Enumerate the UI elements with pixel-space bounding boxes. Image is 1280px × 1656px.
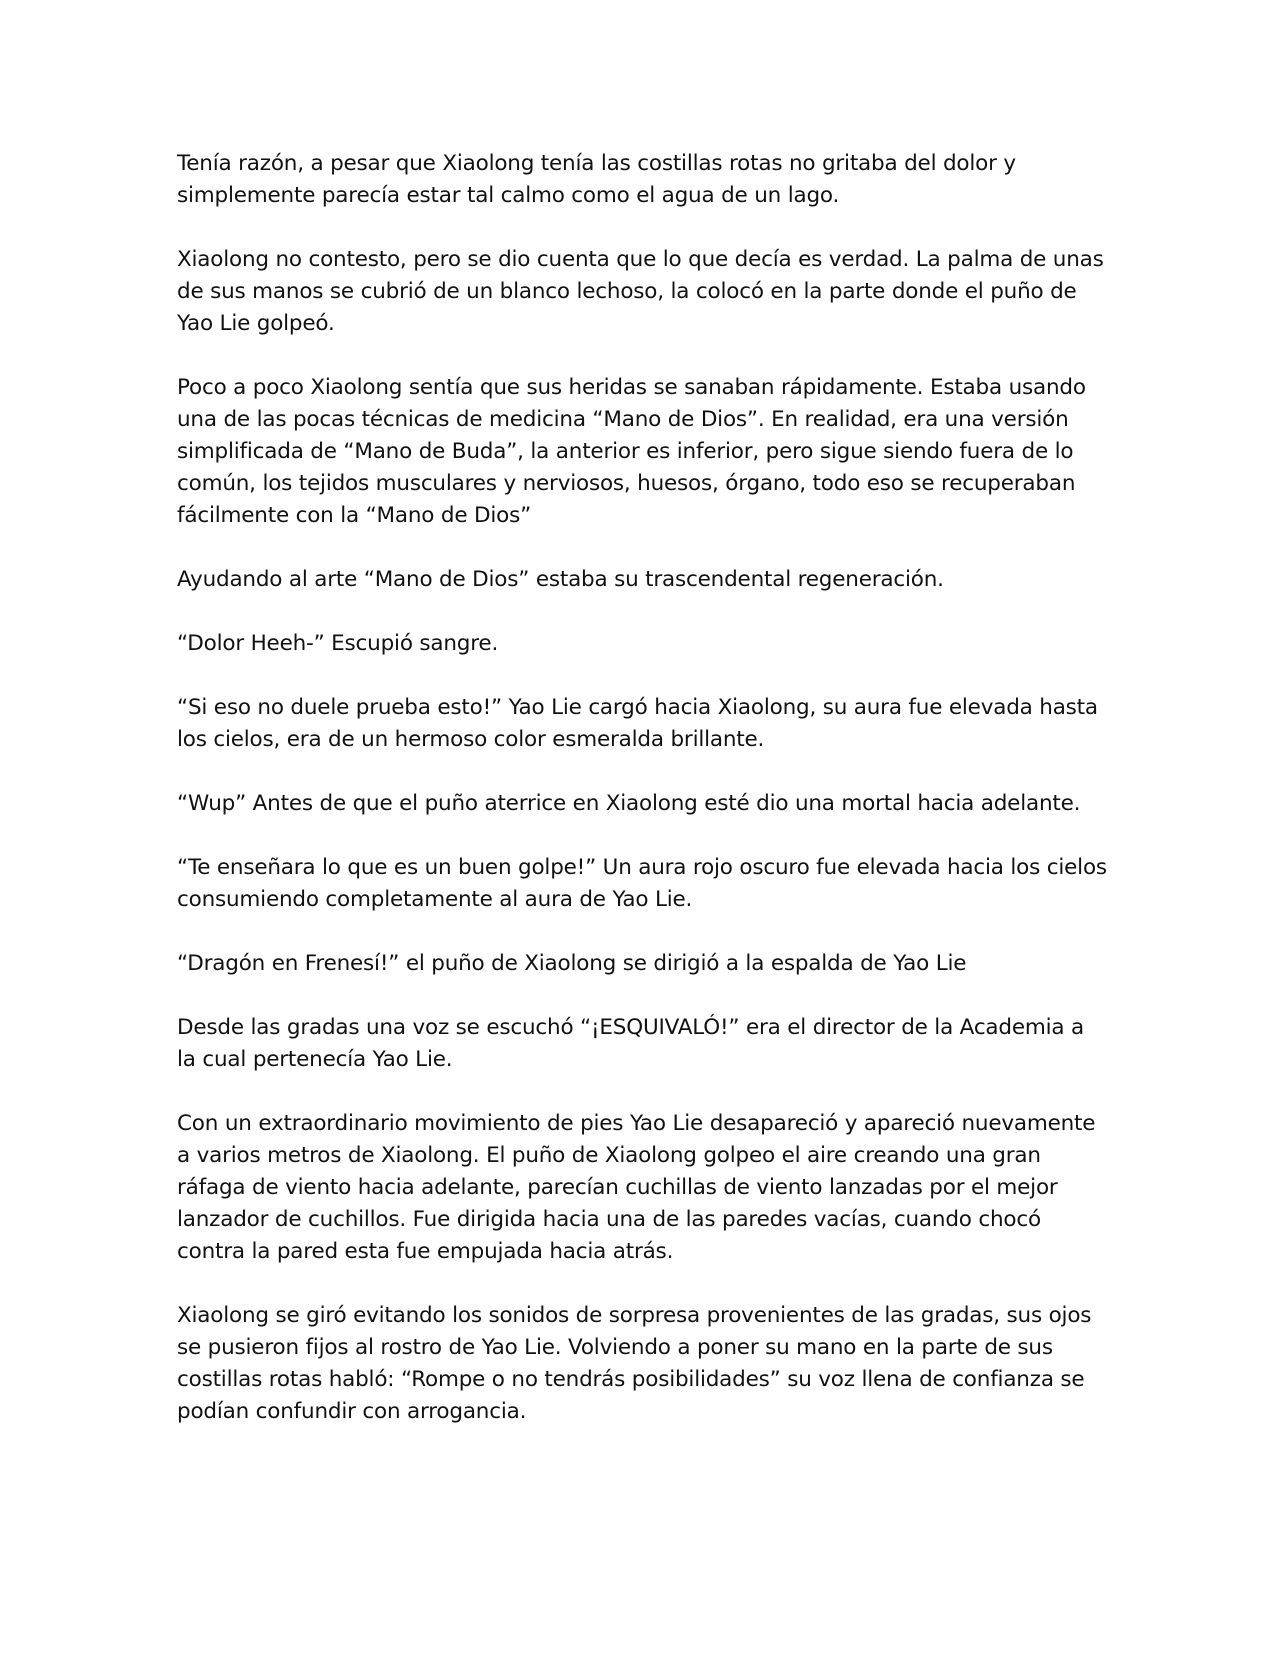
paragraph: Tenía razón, a pesar que Xiaolong tenía las costillas rotas no gritaba del dolor y simplemente parecía estar tal calmo como el agua de un lago.: [177, 151, 1016, 208]
paragraph: Con un extraordinario movimiento de pies Yao Lie desapareció y apareció nuevamente a varios metros de Xiaolong. El puño de Xiaolong golpeo el aire creando una gran ráfaga de viento hacia adelante, parecían cuchillas de viento lanzadas por el mejor lanzador de cuchillos. Fue dirigida hacia una de las paredes vacías, cuando chocó contra la pared esta fue empujada hacia atrás.: [177, 1111, 1096, 1264]
paragraph: “Te enseñara lo que es un buen golpe!” Un aura rojo oscuro fue elevada hacia los cielos consumiendo completamente al aura de Yao Lie.: [177, 855, 1107, 912]
paragraph: “Dragón en Frenesí!” el puño de Xiaolong se dirigió a la espalda de Yao Lie: [177, 951, 967, 976]
paragraph: Xiaolong no contesto, pero se dio cuenta que lo que decía es verdad. La palma de unas de sus manos se cubrió de un blanco lechoso, la colocó en la parte donde el puño de Yao Lie golpeó.: [177, 247, 1104, 336]
paragraph: “Si eso no duele prueba esto!” Yao Lie cargó hacia Xiaolong, su aura fue elevada hasta los cielos, era de un hermoso color esmeralda brillante.: [177, 695, 1098, 752]
paragraph: “Dolor Heeh-” Escupió sangre.: [177, 631, 499, 656]
paragraph: Xiaolong se giró evitando los sonidos de sorpresa provenientes de las gradas, sus ojos se pusieron fijos al rostro de Yao Lie. Volviendo a poner su mano en la parte de sus costillas rotas habló: “Rompe o no tendrás posibilidades” su voz llena de confianza se podían confundir con arrogancia.: [177, 1303, 1092, 1424]
paragraph: Ayudando al arte “Mano de Dios” estaba su trascendental regeneración.: [177, 567, 944, 592]
paragraph: Poco a poco Xiaolong sentía que sus heridas se sanaban rápidamente. Estaba usando una de las pocas técnicas de medicina “Mano de Dios”. En realidad, era una versión simplificada de “Mano de Buda”, la anterior es inferior, pero sigue siendo fuera de lo común, los tejidos musculares y nerviosos, huesos, órgano, todo eso se recuperaban fácilmente con la “Mano de Dios”: [177, 375, 1086, 528]
paragraph: Desde las gradas una voz se escuchó “¡ESQUIVALÓ!” era el director de la Academia a la cual pertenecía Yao Lie.: [177, 1015, 1084, 1072]
paragraph: “Wup” Antes de que el puño aterrice en Xiaolong esté dio una mortal hacia adelante.: [177, 791, 1081, 816]
body-text: [177, 148, 1107, 1460]
